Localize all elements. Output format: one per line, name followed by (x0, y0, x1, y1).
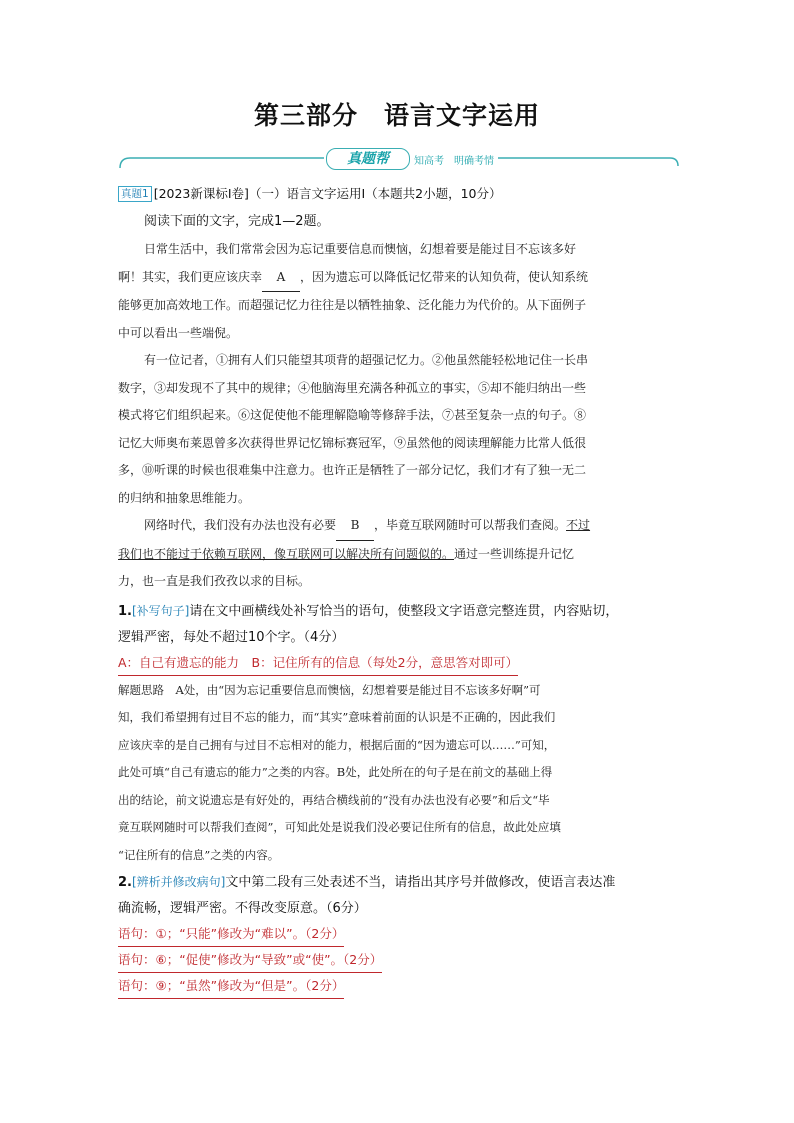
question-text: 确流畅，逻辑严密。不得改变原意。（6分） (118, 901, 367, 916)
passage-line: 日常生活中，我们常常会因为忘记重要信息而懊恼，幻想着要是能过目不忘该多好 (144, 242, 577, 256)
analysis-line: 知，我们希望拥有过目不忘的能力，而“其实”意味着前面的认识是不正确的，因此我们 (118, 710, 556, 724)
question-tag: [补写句子] (131, 603, 190, 618)
answer-text: 语句：⑥；“促使”修改为“导致”或“使”。（2分） (118, 948, 382, 973)
answer-row (118, 922, 678, 948)
analysis-text: A处，由“因为忘记重要信息而懊恼，幻想着要是能过目不忘该多好啊”可 (175, 682, 541, 697)
passage-line: 有一位记者，①拥有人们只能望其项背的超强记忆力。②他虽然能轻松地记住一长串 (144, 353, 589, 367)
passage-line (118, 541, 678, 569)
analysis-line: 竟互联网随时可以帮我们查阅”，可知此处是说我们没必要记住所有的信息，故此处应填 (118, 820, 561, 834)
source-label: 真题1 (118, 186, 152, 202)
answer-row (118, 948, 678, 974)
source-line (118, 180, 678, 208)
question-number: 1. (118, 603, 132, 619)
analysis-line (118, 677, 678, 705)
answer-text: 语句：①；“只能”修改为“难以”。（2分） (118, 922, 344, 947)
instruction: 阅读下面的文字，完成1—2题。 (144, 214, 330, 229)
question-text: 逻辑严密，每处不超过10个字。（4分） (118, 629, 345, 645)
passage-text: ，毕竟互联网随时可以帮我们查阅。 (374, 518, 567, 532)
passage-line: 模式将它们组织起来。⑥这促使他不能理解隐喻等修辞手法，⑦甚至复杂一点的句子。⑧ (118, 408, 587, 422)
analysis-line: “记住所有的信息”之类的内容。 (118, 847, 280, 862)
question-tag: [辨析并修改病句] (131, 875, 226, 889)
banner-tagline: 知高考 明确考情 (414, 156, 494, 167)
passage-text: 通过一些训练提升记忆 (454, 546, 575, 561)
passage (118, 236, 678, 596)
passage-line: 力，也一直是我们孜孜以求的目标。 (118, 574, 311, 588)
blank-a: A (262, 264, 300, 293)
answer-row (118, 974, 678, 1000)
question-1-line (118, 598, 678, 625)
question-text: 请在文中画横线处补写恰当的语句，使整段文字语意完整连贯，内容贴切， (189, 603, 619, 619)
passage-line: 中可以看出一些端倪。 (118, 325, 239, 340)
page-title: 第三部分 语言文字运用 (253, 101, 540, 130)
passage-line: 能够更加高效地工作。而超强记忆力往往是以牺牲抽象、泛化能力为代价的。从下面例子 (118, 298, 587, 312)
blank-b: B (336, 512, 374, 541)
analysis-line: 此处可填“自己有遗忘的能力”之类的内容。B处，此处所在的句子是在前文的基础上得 (118, 765, 553, 779)
passage-line: 数字，③却发现不了其中的规律；④他脑海里充满各种孤立的事实，⑤却不能归纳出一些 (118, 380, 587, 395)
answer-row (118, 651, 678, 677)
question-1 (118, 598, 678, 870)
section-banner (118, 146, 680, 172)
analysis-head: 解题思路 (118, 682, 164, 697)
underlined-text: 我们也不能过于依赖互联网，像互联网可以解决所有问题似的。 (118, 546, 455, 561)
underlined-text: 不过 (566, 518, 591, 532)
content (118, 180, 678, 1000)
analysis-line: 应该庆幸的是自己拥有与过目不忘相对的能力，根据后面的“因为遗忘可以……”可知， (118, 737, 556, 752)
passage-line: 记忆大师奥布莱恩曾多次获得世界记忆锦标赛冠军，⑨虽然他的阅读理解能力比常人低很 (118, 435, 587, 450)
question-text: 文中第二段有三处表述不当，请指出其序号并做修改，使语言表达准 (225, 875, 616, 890)
passage-line (118, 512, 678, 541)
passage-text: 啊！其实，我们更应该庆幸 (118, 269, 263, 284)
passage-text: ，因为遗忘可以降低记忆带来的认知负荷，使认知系统 (300, 269, 589, 284)
answer-text: A：自己有遗忘的能力 B：记住所有的信息（每处2分，意思答对即可） (118, 651, 518, 676)
question-2 (118, 869, 678, 1000)
question-number: 2. (118, 875, 132, 890)
analysis-line: 出的结论，前文说遗忘是有好处的，再结合横线前的“没有办法也没有必要”和后文“毕 (118, 792, 550, 807)
answer-text: 语句：⑨；“虽然”修改为“但是”。（2分） (118, 974, 344, 999)
passage-line: 多，⑩听课的时候也很难集中注意力。也许正是牺牲了一部分记忆，我们才有了独一无二 (118, 463, 587, 477)
passage-line (118, 264, 678, 293)
passage-text: 网络时代，我们没有办法也没有必要 (144, 518, 337, 532)
source-text: [2023新课标Ⅰ卷]（一）语言文字运用Ⅰ（本题共2小题，10分） (153, 186, 502, 201)
banner-badge: 真题帮 (326, 148, 410, 170)
passage-line: 的归纳和抽象思维能力。 (118, 490, 251, 505)
question-2-line (118, 869, 678, 896)
